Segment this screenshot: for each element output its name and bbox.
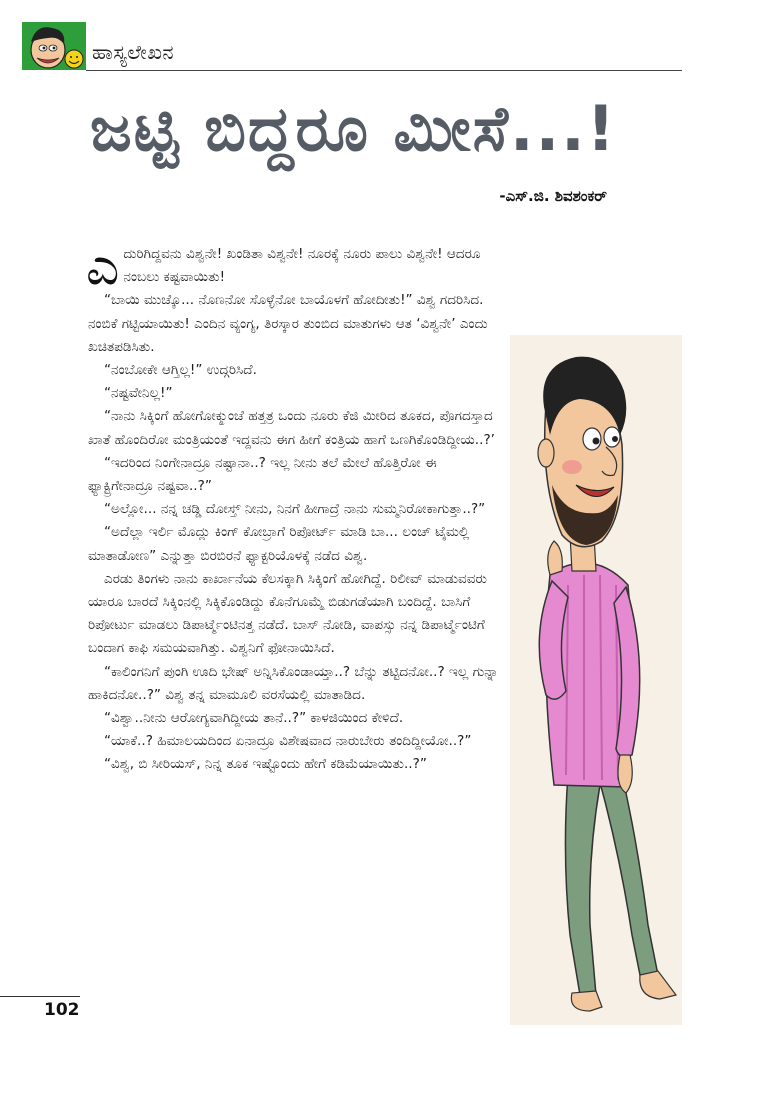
header-divider — [86, 70, 682, 71]
article-paragraph: “ಅದೆಲ್ಲಾ ಇರ್ಲಿ ಮೊದ್ಲು ಕಿಂಗ್ ಕೋಬ್ರಾಗೆ ರಿಪೋರ್ಟ್ ಮಾಡಿ ಬಾ... ಲಂಚ್ ಟೈಮಲ್ಲಿ ಮಾತಾಡೋಣ” ಎನ್ನುತ್ತಾ ಬಿರಬಿರನೆ ಫ್ಯಾಕ್ಟರಿಯೊಳಕ್ಕೆ ನಡೆದ ವಿಶ್ವ. — [88, 524, 470, 564]
article-paragraph: “ನಷ್ಟವೇನಿಲ್ಲ!” — [104, 385, 173, 402]
article-paragraph: “ಯಾಕೆ..? ಹಿಮಾಲಯದಿಂದ ಏನಾದ್ರೂ ವಿಶೇಷವಾದ ನಾರುಬೇರು ತಂದಿದ್ದೀಯೋ..?” — [104, 733, 472, 750]
article-title: ಜಟ್ಟಿ ಬಿದ್ದರೂ ಮೀಸೆ...! — [90, 92, 617, 165]
article-paragraph: “ಬಾಯಿ ಮುಚ್ಕೊ... ನೊಣನೋ ಸೊಳ್ಳೆನೋ ಬಾಯೊಳಗೆ ಹೋದೀತು!” ವಿಶ್ವ ಗದರಿಸಿದ. ನಂಬಿಕೆ ಗಟ್ಟಿಯಾಯಿತು! ಎಂದಿನ ವ್ಯಂಗ್ಯ, ತಿರಸ್ಕಾರ ತುಂಬಿದ ಮಾತುಗಳು ಆತ ‘ವಿಶ್ವನೇ’ ಎಂದು ಖಚಿತಪಡಿಸಿತು. — [88, 292, 488, 355]
drop-cap: ಎ — [86, 237, 120, 297]
humor-column-logo-icon — [22, 22, 86, 70]
article-paragraph: “ಇದರಿಂದ ನಿಂಗೇನಾದ್ರೂ ನಷ್ಟಾನಾ..? ಇಲ್ಲ ನೀನು ತಲೆ ಮೇಲೆ ಹೊತ್ತಿರೋ ಈ ಫ್ಯಾಕ್ಟ್ರಿಗೇನಾದ್ರೂ ನಷ್ಟವಾ..?” — [88, 454, 437, 495]
page-number: 102 — [44, 1000, 80, 1020]
section-label: ಹಾಸ್ಯಲೇಖನ — [92, 40, 174, 64]
article-paragraph: “ವಿಶ್ವ, ಬಿ ಸೀರಿಯಸ್, ನಿನ್ನ ತೂಕ ಇಷ್ಟೊಂದು ಹೇಗೆ ಕಡಿಮೆಯಾಯಿತು..?” — [104, 756, 427, 773]
article-paragraph: “ನಾನು ಸಿಕ್ಕಿಂಗೆ ಹೋಗೋಕ್ಮುಂಚೆ ಹತ್ತತ್ರ ಒಂದು ನೂರು ಕೆಜಿ ಮೀರಿದ ತೂಕದ, ಪೊಗದಸ್ತಾದ ಖಾತೆ ಹೊಂದಿರೋ ಮಂತ್ರಿಯಂತೆ ಇದ್ದವನು ಈಗ ಹೀಗೆ ಕಂತ್ರಿಯ ಹಾಗೆ ಒಣಗಿಕೊಂಡಿದ್ದೀಯ..?’ — [88, 408, 495, 448]
article-paragraph: ಎರಡು ತಿಂಗಳು ನಾನು ಕಾರ್ಖಾನೆಯ ಕೆಲಸಕ್ಕಾಗಿ ಸಿಕ್ಕಿಂಗೆ ಹೋಗಿದ್ದೆ. ರಿಲೀವ್ ಮಾಡುವವರು ಯಾರೂ ಬಾರದೆ ಸಿಕ್ಕಿಂನಲ್ಲಿ ಸಿಕ್ಕಿಕೊಂಡಿದ್ದು ಕೊನೆಗೂಮ್ಮೆ ಬಿಡುಗಡೆಯಾಗಿ ಬಂದಿದ್ದೆ. ಬಾಸಿಗೆ ರಿಪೋರ್ಟು ಮಾಡಲು ಡಿಪಾರ್ಟ್ಮೆಂಟಿನತ್ತ ನಡೆದೆ. ಬಾಸ್ ನೋಡಿ, ವಾಪಸ್ಸು ನನ್ನ ಡಿಪಾರ್ಟ್ಮೆಂಟಿಗೆ ಬಂದಾಗ ಕಾಫಿ ಸಮಯವಾಗಿತ್ತು. ವಿಶ್ವನಿಗೆ ಫೋನಾಯಿಸಿದೆ. — [88, 570, 487, 657]
cartoon-man-illustration — [510, 335, 682, 1025]
article-paragraph: “ವಿಶ್ವಾ..ನೀನು ಆರೋಗ್ಯವಾಗಿದ್ದೀಯ ತಾನೆ..?” ಕಾಳಜಿಯಿಂದ ಕೇಳಿದೆ. — [104, 710, 404, 727]
article-paragraph: “ಕಾಲಿಂಗನಿಗೆ ಪುಂಗಿ ಊದಿ ಭೇಷ್ ಅನ್ನಿಸಿಕೊಂಡಾಯ್ತಾ..? ಬೆನ್ನು ತಟ್ಟಿದನೋ..? ಇಲ್ಲ ಗುನ್ನಾ ಹಾಕಿದನೋ..?” ವಿಶ್ವ ತನ್ನ ಮಾಮೂಲಿ ವರಸೆಯಲ್ಲಿ ಮಾತಾಡಿದ. — [88, 663, 499, 703]
page-header — [22, 22, 682, 72]
footer-divider — [0, 996, 80, 997]
article-paragraph: “ನಂಬೋಕೇ ಆಗ್ತಿಲ್ಲ!” ಉದ್ಗರಿಸಿದೆ. — [104, 362, 257, 379]
article-paragraph: ಎದುರಿಗಿದ್ದವನು ವಿಶ್ವನೇ! ಖಂಡಿತಾ ವಿಶ್ವನೇ! ನೂರಕ್ಕೆ ನೂರು ಪಾಲು ವಿಶ್ವನೇ! ಆದರೂ ನಂಬಲು ಕಷ್ಟವಾಯಿತು! — [86, 237, 481, 297]
article-paragraph: “ಅಲ್ಲೋ... ನನ್ನ ಚಡ್ಡಿ ದೋಸ್ತ್ ನೀನು, ನಿನಗೆ ಹೀಗಾದ್ರೆ ನಾನು ಸುಮ್ಮನಿರೋಕಾಗುತ್ತಾ..?” — [104, 501, 486, 518]
article-body — [86, 237, 503, 777]
article-author: -ಎಸ್.ಜಿ. ಶಿವಶಂಕರ್ — [499, 187, 607, 205]
